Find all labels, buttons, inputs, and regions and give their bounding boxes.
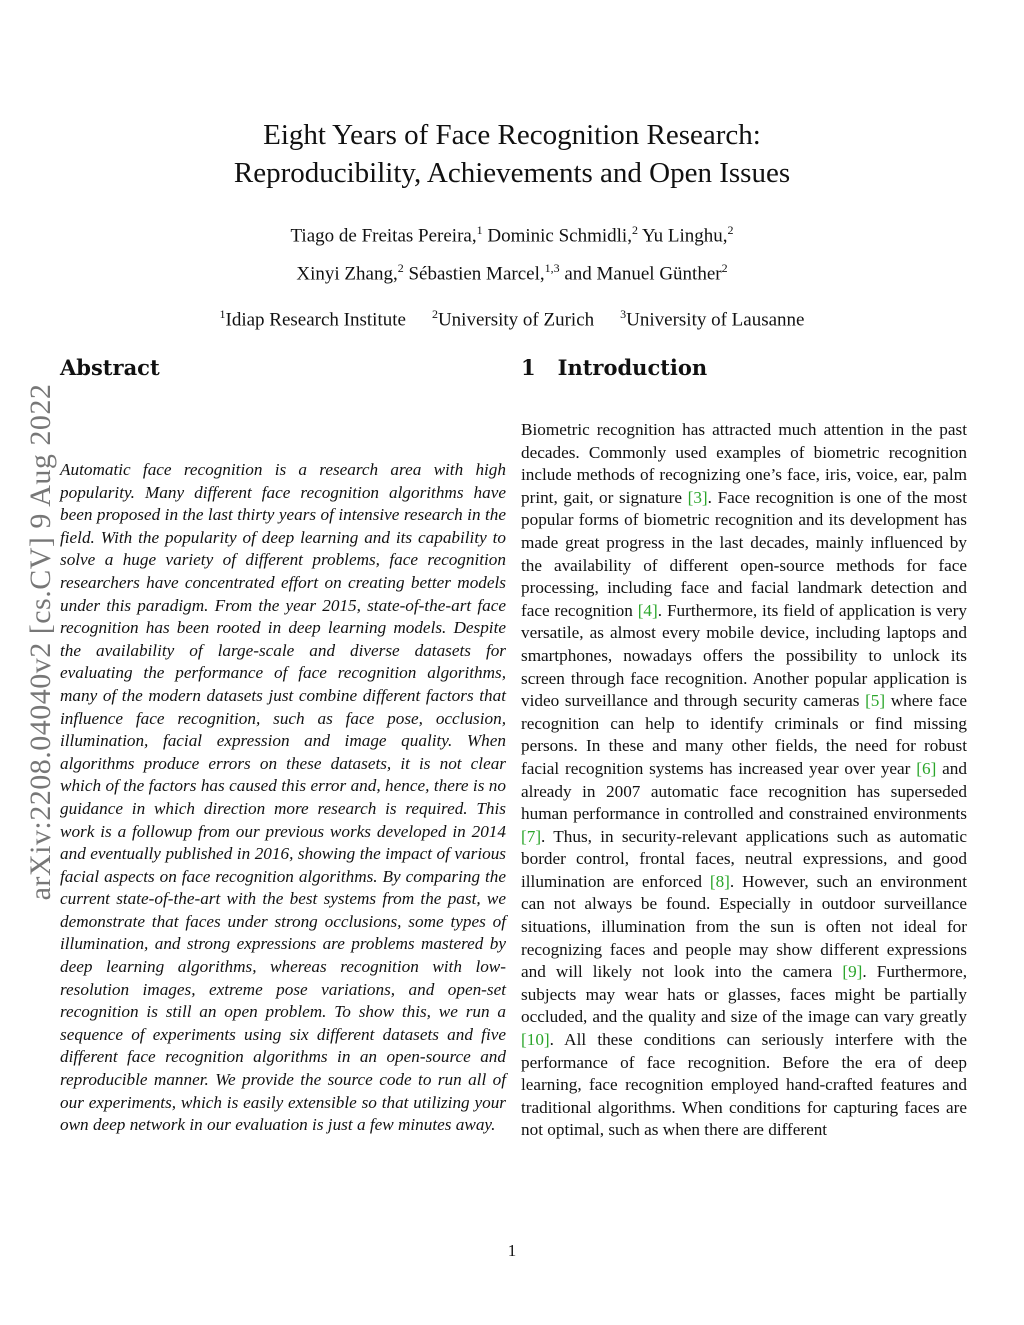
author-line-2 (0, 252, 1024, 290)
author-affil: 2 (721, 261, 728, 276)
text-segment: . Thus, in security-relevant applications such as automatic border control, frontal faces, neutral expressions, and good illumination are enforced (521, 826, 967, 891)
citation-link[interactable]: [7] (521, 826, 542, 846)
title-line-1: Eight Years of Face Recognition Research: (263, 119, 761, 151)
text-segment: . Face recognition is one of the most popular forms of biometric recognition and its development has made great progress in the last decades, mainly influenced by the availability of different open-source methods for face processing, including face and facial landmark detection and face recognition (521, 487, 967, 620)
abstract-column (60, 352, 506, 1137)
abstract-heading: Abstract (60, 355, 160, 380)
text-segment: . Furthermore, subjects may wear hats or glasses, faces might be partially occluded, and the quality and size of the image can vary greatly (521, 962, 967, 1027)
abstract-text: Automatic face recognition is a research area with high popularity. Many different face recognition algorithms have been proposed in the last thirty years of intensive research in the field. With the popularity of deep learning and its capability to solve a huge variety of different problems, face recognition researchers have concentrated effort on creating better models under this paradigm. From the year 2015, state-of-the-art face recognition has been rooted in deep learning models. Despite the availability of large-scale and diverse datasets for evaluating the performance of face recognition algorithms, many of the modern datasets just combine different factors that influence face recognition, such as face pose, occlusion, illumination, facial expression and image quality. When algorithms produce errors on these datasets, it is not clear which of the factors has caused this error and, hence, there is no guidance in which direction more research is required. This work is a followup from our previous works developed in 2014 and eventually published in 2016, showing the impact of various facial aspects on face recognition algorithms. By comparing the current state-of-the-art with the best systems from the past, we demonstrate that faces under strong occlusions, some types of illumination, and strong expressions are problems mastered by deep learning algorithms, whereas recognition with low-resolution images, extreme pose variations, and open-set recognition is still an open problem. To show this, we run a sequence of experiments using six different datasets and five different face recognition algorithms in an open-source and reproducible manner. We provide the source code to run all of our experiments, which is easily extensible so that utilizing your own deep network in our evaluation is just a few minutes away. (60, 460, 506, 1135)
citation-link[interactable]: [10] (521, 1030, 550, 1050)
arxiv-sidebar (16, 352, 66, 932)
affiliation-name: Idiap Research Institute (225, 308, 406, 330)
affiliation-number: 1 (219, 306, 226, 321)
author-affil: 1,3 (544, 261, 560, 276)
text-segment: and already in 2007 automatic face recognition has superseded human performance in controlled and constrained environments (521, 758, 967, 824)
citation-link[interactable]: [4] (637, 600, 658, 620)
title-block (0, 116, 1024, 331)
page-number: 1 (507, 1241, 517, 1260)
text-segment: . All these conditions can seriously interfere with the performance of face recognition. Before the era of deep learning, face recognition employed hand-crafted features and traditional algorithms. When conditions for capturing faces are not optimal, such as when there are different (521, 1030, 967, 1140)
author-name: Xinyi Zhang, (296, 263, 398, 285)
affiliation-name: University of Lausanne (626, 308, 805, 330)
text-segment: where face recognition can help to identify criminals or find missing persons. In these and many other fields, the need for robust facial recognition systems has increased year over year (521, 691, 967, 778)
author-name: Sébastien Marcel, (408, 263, 545, 285)
introduction-column (521, 352, 967, 1142)
section-number: 1 (521, 355, 536, 380)
author-list (0, 214, 1024, 291)
author-affil: 2 (397, 261, 404, 276)
affiliation-number: 2 (431, 306, 438, 321)
affiliation-name: University of Zurich (437, 308, 595, 330)
citation-link[interactable]: [8] (709, 871, 730, 891)
introduction-heading (521, 352, 967, 384)
author-affil: 2 (727, 223, 734, 237)
title-line-2: Reproducibility, Achievements and Open Issues (233, 157, 791, 189)
paper-title (0, 116, 1024, 192)
text-segment: Biometric recognition has attracted much attention in the past decades. Commonly used examples of biometric recognition include methods of recognizing one’s face, iris, voice, ear, palm print, gait, or signature (521, 420, 967, 507)
author-affil: 1 (476, 223, 483, 237)
section-title: Introduction (557, 355, 708, 380)
affiliation-list (0, 307, 1024, 331)
arxiv-identifier: arXiv:2208.04040v2 [cs.CV] 9 Aug 2022 (24, 383, 57, 901)
author-line-1 (0, 214, 1024, 252)
text-segment: . Furthermore, its field of application is very versatile, as almost every mobile device, including laptops and smartphones, nowadays offers the possibility to unlock its screen through face recognition. Another popular application is video surveillance and through security cameras (521, 600, 967, 711)
author-name: and Manuel Günther (564, 263, 722, 285)
affiliation (432, 307, 594, 331)
author-affil: 2 (631, 223, 638, 237)
author-name: Dominic Schmidli, (487, 225, 632, 247)
author-name: Yu Linghu, (642, 225, 728, 247)
citation-link[interactable]: [3] (687, 487, 708, 507)
citation-link[interactable]: [6] (916, 758, 937, 778)
affiliation (220, 307, 406, 331)
author-name: Tiago de Freitas Pereira, (290, 225, 477, 247)
citation-link[interactable]: [9] (842, 962, 863, 982)
introduction-text (521, 419, 967, 1142)
affiliation (620, 307, 804, 331)
text-segment: . However, such an environment can not always be found. Especially in outdoor surveillance situations, illumination from the sun is often not ideal for recognizing faces and people may show different expressions and will likely not look into the camera (521, 871, 968, 982)
affiliation-number: 3 (620, 306, 627, 321)
citation-link[interactable]: [5] (865, 691, 886, 711)
